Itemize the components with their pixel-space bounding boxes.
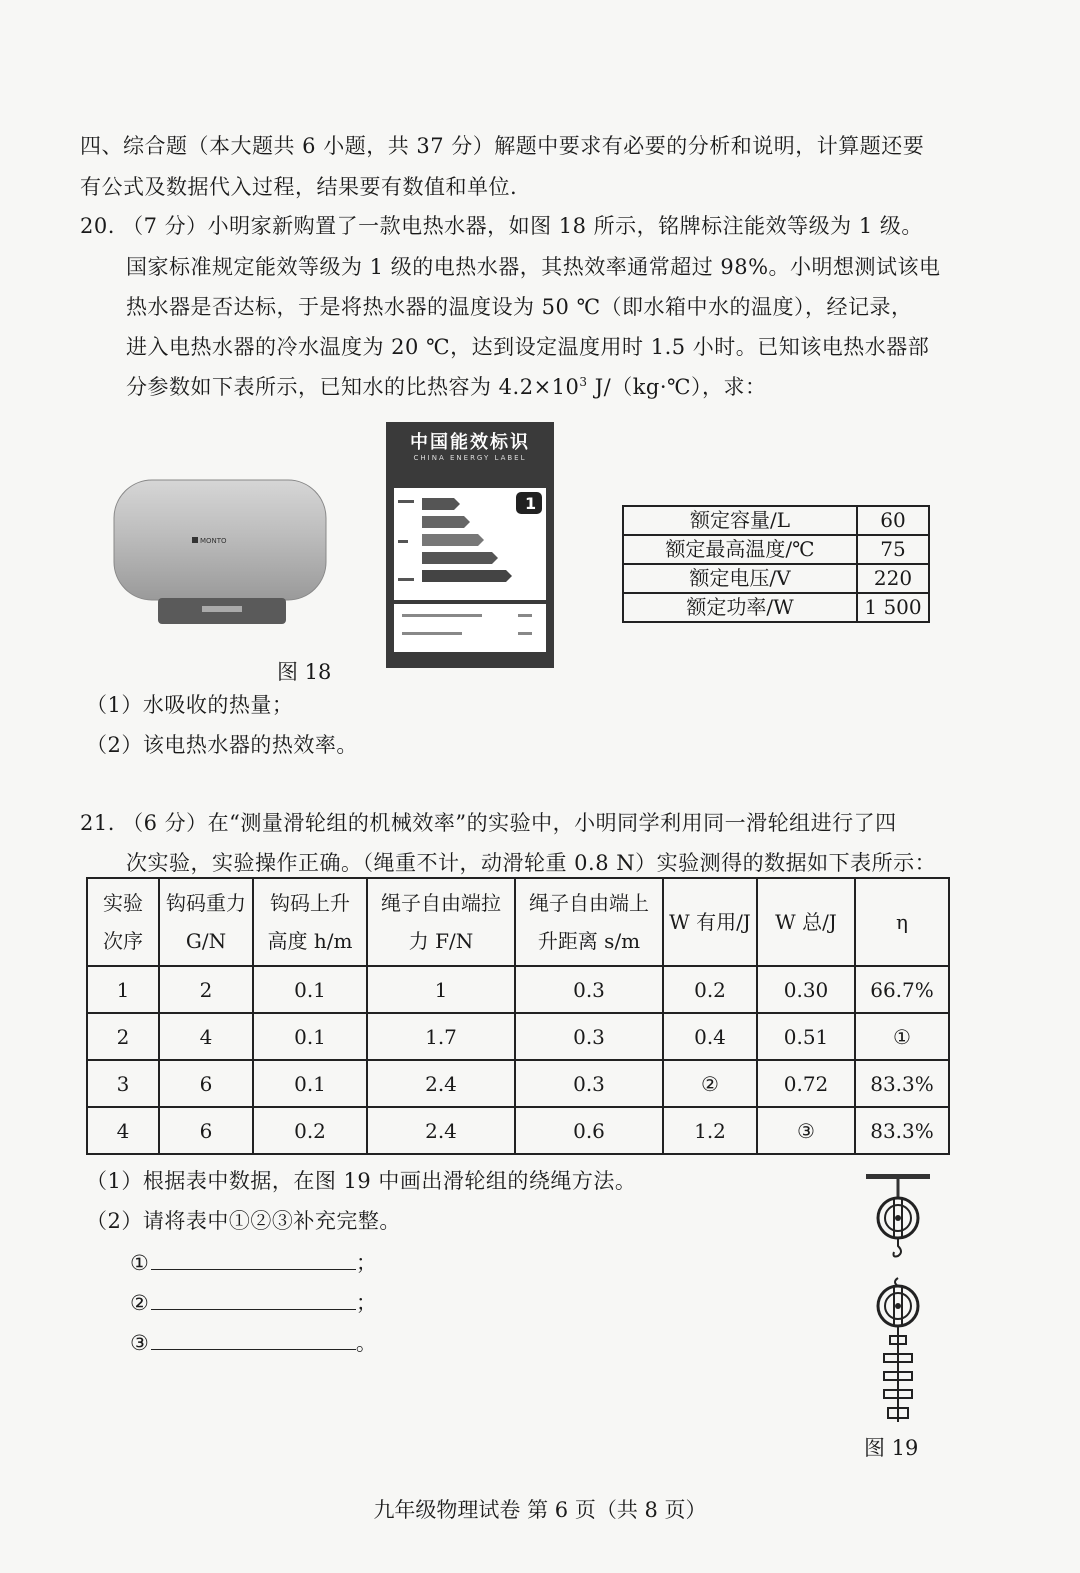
table-cell: 0.30 <box>757 966 855 1013</box>
table-cell: 3 <box>87 1060 159 1107</box>
table-header-text: W 总/J <box>775 910 837 934</box>
table-cell: 2.4 <box>367 1107 515 1154</box>
energy-label-info <box>394 604 546 652</box>
table-cell: 0.1 <box>253 1013 367 1060</box>
heater-spec-table <box>622 505 930 623</box>
energy-grade-arrows <box>394 488 546 600</box>
table-cell: 0.3 <box>515 1060 663 1107</box>
table-header-text: 力 F/N <box>408 929 474 953</box>
energy-label-info-lines <box>394 604 546 652</box>
energy-label-subtitle: CHINA ENERGY LABEL <box>413 454 527 462</box>
spec-row <box>623 535 929 564</box>
heater-brand: MONTO <box>200 537 227 545</box>
table-cell: 0.72 <box>757 1060 855 1107</box>
energy-label-grades <box>394 488 546 600</box>
table-cell: 6 <box>159 1107 253 1154</box>
table-cell: 6 <box>159 1060 253 1107</box>
table-header-text: W 有用/J <box>669 910 751 934</box>
table-cell: 83.3% <box>855 1060 949 1107</box>
table-cell: 1 <box>87 966 159 1013</box>
spec-value: 75 <box>857 535 929 564</box>
table-header-text: 升距离 s/m <box>537 929 641 953</box>
table-cell: 0.4 <box>663 1013 757 1060</box>
q21-sub2: （2）请将表中①②③补充完整。 <box>86 1209 401 1233</box>
blank-end: 。 <box>355 1331 377 1355</box>
energy-label-title: 中国能效标识 <box>410 432 530 453</box>
table-row <box>87 1013 949 1060</box>
q20-line3: 热水器是否达标，于是将热水器的温度设为 50 ℃（即水箱中水的温度），经记录， <box>126 295 913 319</box>
table-cell: 83.3% <box>855 1107 949 1154</box>
answer-blank-3[interactable] <box>130 1327 377 1357</box>
table-cell: 0.1 <box>253 1060 367 1107</box>
table-header-cell <box>855 878 949 966</box>
spec-row <box>623 593 929 622</box>
q21-sub1: （1）根据表中数据，在图 19 中画出滑轮组的绕绳方法。 <box>86 1169 637 1193</box>
figure-18-caption: 图 18 <box>277 660 332 684</box>
table-header-text: 高度 h/m <box>267 929 353 953</box>
table-header-text: 次序 <box>103 929 143 953</box>
blank-end: ； <box>355 1251 377 1275</box>
spec-key: 额定功率/W <box>623 593 857 622</box>
pulley-data-table <box>86 877 950 1155</box>
page-footer: 九年级物理试卷 第 6 页（共 8 页） <box>373 1498 707 1522</box>
q20-sub2: （2）该电热水器的热效率。 <box>86 733 358 757</box>
section-heading-line2: 有公式及数据代入过程，结果要有数值和单位. <box>80 175 518 199</box>
answer-blank-2[interactable] <box>130 1287 377 1317</box>
table-cell: 2 <box>87 1013 159 1060</box>
section-heading-line1: 四、综合题（本大题共 6 小题，共 37 分）解题中要求有必要的分析和说明，计算题还要 <box>80 134 925 158</box>
spec-value: 60 <box>857 506 929 535</box>
pulley-diagram <box>866 1172 930 1434</box>
table-header-text: 钩码上升 <box>270 891 350 915</box>
spec-value: 1 500 <box>857 593 929 622</box>
table-header-text: η <box>896 910 908 934</box>
table-cell: 1.2 <box>663 1107 757 1154</box>
table-cell: 0.51 <box>757 1013 855 1060</box>
q20-line5 <box>126 372 767 402</box>
spec-row <box>623 564 929 593</box>
table-cell: 4 <box>159 1013 253 1060</box>
q20-line1: 20. （7 分）小明家新购置了一款电热水器，如图 18 所示，铭牌标注能效等级为 1 级。 <box>80 214 923 238</box>
table-cell: 0.1 <box>253 966 367 1013</box>
q20-line5-b: J/（kg·℃），求： <box>587 375 767 399</box>
q20-line5-sup: 3 <box>579 375 588 389</box>
q20-sub1: （1）水吸收的热量； <box>86 693 294 717</box>
table-row <box>87 1107 949 1154</box>
blank-underline[interactable] <box>151 1287 356 1310</box>
spec-key: 额定最高温度/℃ <box>623 535 857 564</box>
water-heater-image <box>112 478 328 628</box>
spec-key: 额定容量/L <box>623 506 857 535</box>
table-header-cell <box>87 878 159 966</box>
q20-line5-a: 分参数如下表所示，已知水的比热容为 4.2×10 <box>126 375 580 399</box>
table-cell: 1 <box>367 966 515 1013</box>
table-header-text: 实验 <box>103 891 143 915</box>
energy-label-image <box>386 422 554 668</box>
blank-end: ； <box>355 1291 377 1315</box>
answer-blank-1[interactable] <box>130 1247 377 1277</box>
table-cell: ① <box>855 1013 949 1060</box>
table-cell: ② <box>663 1060 757 1107</box>
table-header-cell <box>367 878 515 966</box>
table-cell: 0.3 <box>515 1013 663 1060</box>
table-header-cell <box>515 878 663 966</box>
svg-text:1: 1 <box>525 494 537 513</box>
table-header-cell <box>757 878 855 966</box>
spec-value: 220 <box>857 564 929 593</box>
table-row <box>87 966 949 1013</box>
q21-line1: 21. （6 分）在“测量滑轮组的机械效率”的实验中，小明同学利用同一滑轮组进行了四 <box>80 811 897 835</box>
table-row <box>87 1060 949 1107</box>
q21-line2: 次实验，实验操作正确。（绳重不计，动滑轮重 0.8 N）实验测得的数据如下表所示： <box>126 851 937 875</box>
table-header-text: 钩码重力 <box>166 891 246 915</box>
table-cell: 4 <box>87 1107 159 1154</box>
blank-label: ③ <box>130 1331 149 1355</box>
figure-19-caption: 图 19 <box>864 1436 919 1460</box>
table-cell: 2 <box>159 966 253 1013</box>
table-header-cell <box>253 878 367 966</box>
table-cell: 0.2 <box>253 1107 367 1154</box>
table-header-cell <box>159 878 253 966</box>
blank-label: ① <box>130 1251 149 1275</box>
table-cell: 0.3 <box>515 966 663 1013</box>
spec-row <box>623 506 929 535</box>
table-header-cell <box>663 878 757 966</box>
q20-line4: 进入电热水器的冷水温度为 20 ℃，达到设定温度用时 1.5 小时。已知该电热水器部 <box>126 335 930 359</box>
blank-label: ② <box>130 1291 149 1315</box>
table-cell: 2.4 <box>367 1060 515 1107</box>
blank-underline[interactable] <box>151 1327 356 1350</box>
table-cell: 0.2 <box>663 966 757 1013</box>
table-cell: 0.6 <box>515 1107 663 1154</box>
table-cell: 66.7% <box>855 966 949 1013</box>
table-header-text: G/N <box>185 929 227 953</box>
table-cell: ③ <box>757 1107 855 1154</box>
table-cell: 1.7 <box>367 1013 515 1060</box>
table-header-text: 绳子自由端上 <box>529 891 649 915</box>
table-header-text: 绳子自由端拉 <box>381 891 501 915</box>
spec-key: 额定电压/V <box>623 564 857 593</box>
blank-underline[interactable] <box>151 1247 356 1270</box>
q20-line2: 国家标准规定能效等级为 1 级的电热水器，其热效率通常超过 98%。小明想测试该电 <box>126 255 941 279</box>
